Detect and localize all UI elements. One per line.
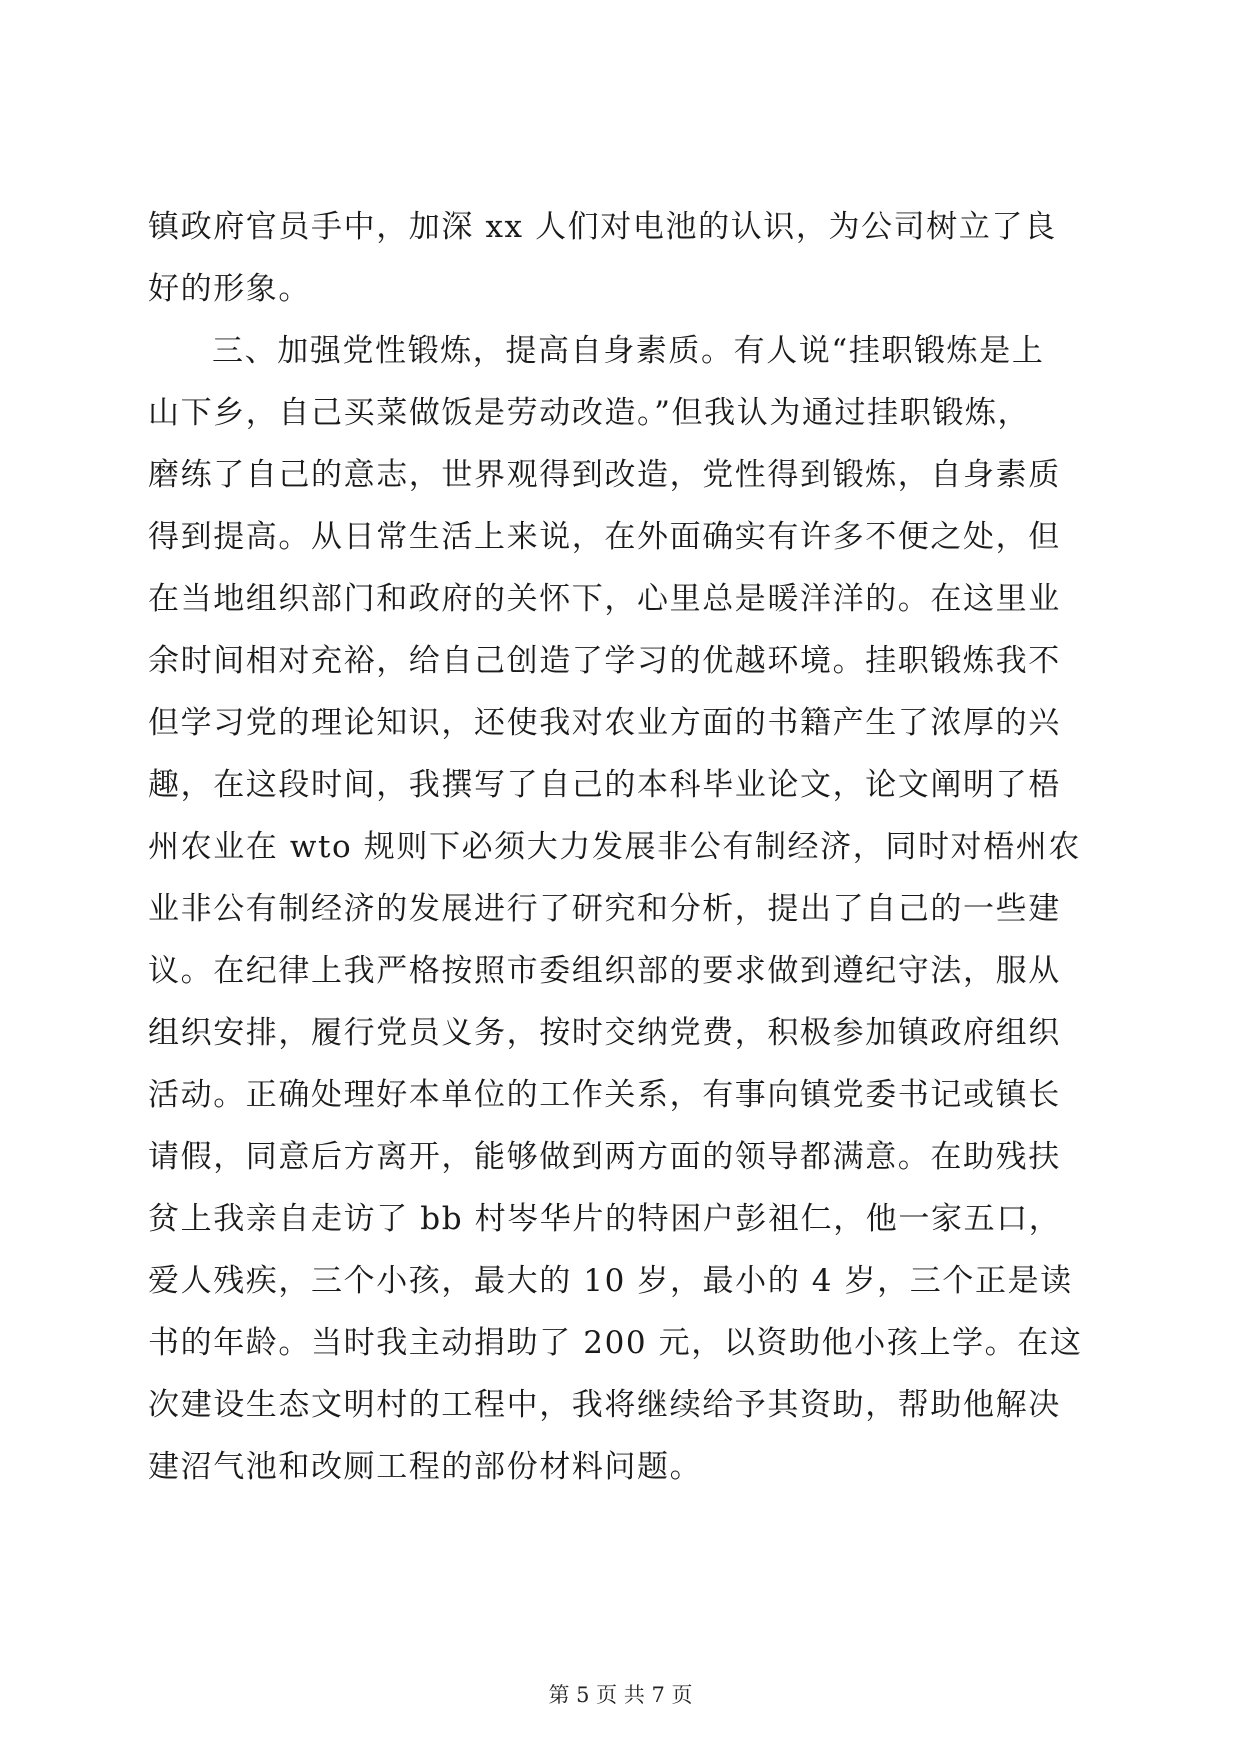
text-line: 余时间相对充裕，给自己创造了学习的优越环境。挂职锻炼我不 bbox=[148, 643, 1061, 679]
text-line: 但学习党的理论知识，还使我对农业方面的书籍产生了浓厚的兴 bbox=[148, 705, 1061, 741]
text-line: 得到提高。从日常生活上来说，在外面确实有许多不便之处，但 bbox=[148, 519, 1061, 555]
text-line: 次建设生态文明村的工程中，我将继续给予其资助，帮助他解决 bbox=[148, 1387, 1061, 1423]
text-line: 书的年龄。当时我主动捐助了 200 元，以资助他小孩上学。在这 bbox=[148, 1325, 1083, 1361]
text-line: 趣，在这段时间，我撰写了自己的本科毕业论文，论文阐明了梧 bbox=[148, 767, 1061, 803]
text-line: 好的形象。 bbox=[148, 271, 311, 307]
section-heading-line: 三、加强党性锻炼，提高自身素质。有人说“挂职锻炼是上 bbox=[212, 333, 1045, 369]
text-line: 议。在纪律上我严格按照市委组织部的要求做到遵纪守法，服从 bbox=[148, 953, 1061, 989]
text-line: 在当地组织部门和政府的关怀下，心里总是暖洋洋的。在这里业 bbox=[148, 581, 1061, 617]
text-line: 州农业在 wto 规则下必须大力发展非公有制经济，同时对梧州农 bbox=[148, 829, 1081, 865]
text-line: 贫上我亲自走访了 bb 村岑华片的特困户彭祖仁，他一家五口， bbox=[148, 1201, 1062, 1237]
text-line: 业非公有制经济的发展进行了研究和分析，提出了自己的一些建 bbox=[148, 891, 1061, 927]
text-line: 磨练了自己的意志，世界观得到改造，党性得到锻炼，自身素质 bbox=[148, 457, 1061, 493]
text-line: 镇政府官员手中，加深 xx 人们对电池的认识，为公司树立了良 bbox=[148, 209, 1057, 245]
text-line: 组织安排，履行党员义务，按时交纳党费，积极参加镇政府组织 bbox=[148, 1015, 1061, 1051]
text-line: 山下乡，自己买菜做饭是劳动改造。”但我认为通过挂职锻炼， bbox=[148, 395, 1031, 431]
text-line: 请假，同意后方离开，能够做到两方面的领导都满意。在助残扶 bbox=[148, 1139, 1061, 1175]
text-line: 爱人残疾，三个小孩，最大的 10 岁，最小的 4 岁，三个正是读 bbox=[148, 1263, 1073, 1299]
text-line: 建沼气池和改厕工程的部份材料问题。 bbox=[148, 1449, 703, 1485]
text-line: 活动。正确处理好本单位的工作关系，有事向镇党委书记或镇长 bbox=[148, 1077, 1061, 1113]
page-number-footer: 第 5 页 共 7 页 bbox=[548, 1683, 693, 1707]
